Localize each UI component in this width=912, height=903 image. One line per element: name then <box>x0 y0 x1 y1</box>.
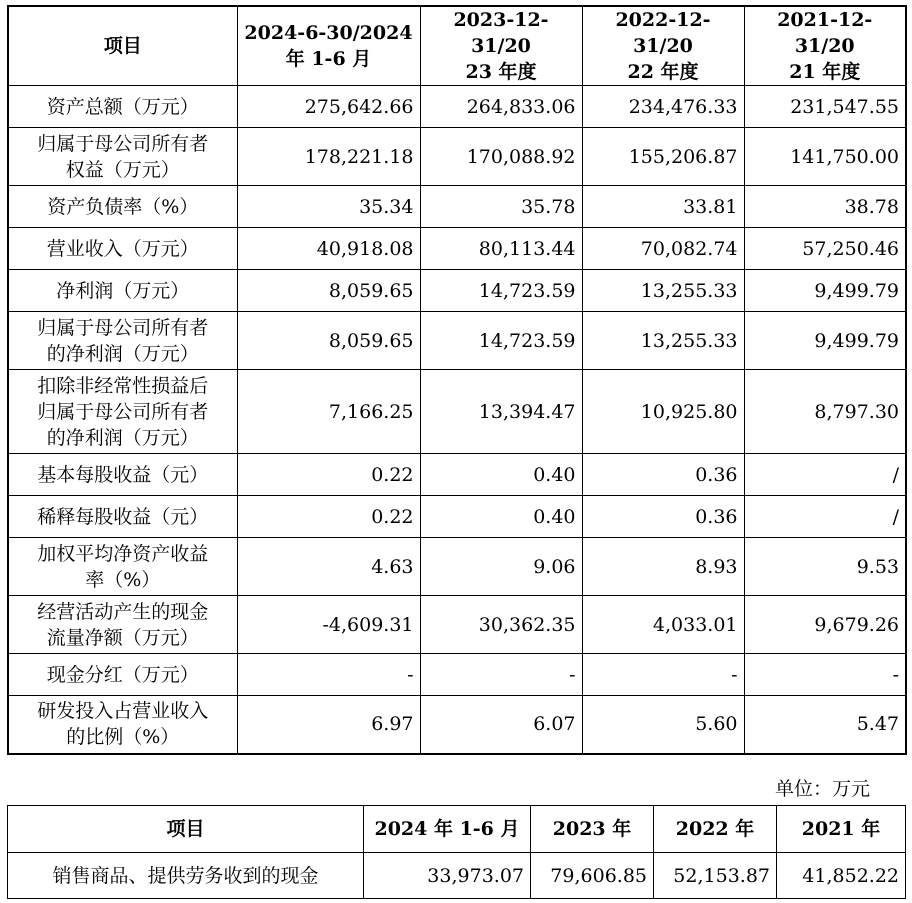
table-row <box>8 270 906 312</box>
cell-value: 9,499.79 <box>744 270 906 312</box>
table-row <box>8 228 906 270</box>
row-label: 经营活动产生的现金 流量净额（万元） <box>8 596 237 654</box>
table-row <box>8 186 906 228</box>
table-header-row <box>8 806 906 853</box>
cell-value: 170,088.92 <box>420 128 582 186</box>
cell-value: 178,221.18 <box>237 128 420 186</box>
cell-value: 0.40 <box>420 454 582 496</box>
cell-value: / <box>744 454 906 496</box>
header-2021: 2021 年 <box>777 806 906 853</box>
table-row <box>8 370 906 454</box>
cell-value: 9.53 <box>744 538 906 596</box>
cell-value: 234,476.33 <box>582 86 744 128</box>
unit-label: 单位：万元 <box>775 778 871 800</box>
table-row <box>8 853 906 899</box>
cell-value: 14,723.59 <box>420 312 582 370</box>
cell-value: 5.47 <box>744 696 906 754</box>
cell-value: 0.40 <box>420 496 582 538</box>
row-label: 营业收入（万元） <box>8 228 237 270</box>
table-header-row <box>8 6 906 86</box>
cell-value: 6.97 <box>237 696 420 754</box>
cell-value: - <box>744 654 906 696</box>
header-2022: 2022-12-31/20 22 年度 <box>582 6 744 86</box>
table-row <box>8 496 906 538</box>
row-label: 加权平均净资产收益 率（%） <box>8 538 237 596</box>
header-2021: 2021-12-31/20 21 年度 <box>744 6 906 86</box>
cell-value: 8,059.65 <box>237 270 420 312</box>
cell-value: 9,499.79 <box>744 312 906 370</box>
cell-value: 33.81 <box>582 186 744 228</box>
cell-value: 79,606.85 <box>531 853 654 899</box>
row-label: 资产总额（万元） <box>8 86 237 128</box>
header-2022: 2022 年 <box>654 806 777 853</box>
cell-value: 0.36 <box>582 496 744 538</box>
row-label: 资产负债率（%） <box>8 186 237 228</box>
header-2023: 2023 年 <box>531 806 654 853</box>
cell-value: 0.36 <box>582 454 744 496</box>
row-label: 销售商品、提供劳务收到的现金 <box>8 853 364 899</box>
cell-value: 5.60 <box>582 696 744 754</box>
cell-value: 38.78 <box>744 186 906 228</box>
table-row <box>8 86 906 128</box>
cell-value: 264,833.06 <box>420 86 582 128</box>
cell-value: 33,973.07 <box>364 853 531 899</box>
header-2024h1: 2024-6-30/2024 年 1-6 月 <box>237 6 420 86</box>
cell-value: 13,394.47 <box>420 370 582 454</box>
table-row <box>8 538 906 596</box>
table-row <box>8 696 906 754</box>
cell-value: 0.22 <box>237 454 420 496</box>
row-label: 净利润（万元） <box>8 270 237 312</box>
row-label: 基本每股收益（元） <box>8 454 237 496</box>
cell-value: 155,206.87 <box>582 128 744 186</box>
table-row <box>8 128 906 186</box>
cell-value: 275,642.66 <box>237 86 420 128</box>
cell-value: 231,547.55 <box>744 86 906 128</box>
cell-value: 9.06 <box>420 538 582 596</box>
row-label: 归属于母公司所有者 权益（万元） <box>8 128 237 186</box>
row-label: 归属于母公司所有者 的净利润（万元） <box>8 312 237 370</box>
table-row <box>8 454 906 496</box>
cell-value: 4,033.01 <box>582 596 744 654</box>
cell-value: / <box>744 496 906 538</box>
cash-flow-table <box>7 805 906 899</box>
cell-value: 8,059.65 <box>237 312 420 370</box>
cell-value: 141,750.00 <box>744 128 906 186</box>
cell-value: 8,797.30 <box>744 370 906 454</box>
cell-value: 13,255.33 <box>582 270 744 312</box>
table-row <box>8 312 906 370</box>
cell-value: 52,153.87 <box>654 853 777 899</box>
cell-value: 35.78 <box>420 186 582 228</box>
cell-value: 0.22 <box>237 496 420 538</box>
cell-value: 41,852.22 <box>777 853 906 899</box>
cell-value: -4,609.31 <box>237 596 420 654</box>
cell-value: 35.34 <box>237 186 420 228</box>
financial-summary-table <box>7 5 907 755</box>
row-label: 研发投入占营业收入 的比例（%） <box>8 696 237 754</box>
table-row <box>8 596 906 654</box>
header-2023: 2023-12-31/20 23 年度 <box>420 6 582 86</box>
header-item: 项目 <box>8 6 237 86</box>
cell-value: 80,113.44 <box>420 228 582 270</box>
cell-value: 40,918.08 <box>237 228 420 270</box>
cell-value: 9,679.26 <box>744 596 906 654</box>
cell-value: 70,082.74 <box>582 228 744 270</box>
header-2024h1: 2024 年 1-6 月 <box>364 806 531 853</box>
cell-value: 8.93 <box>582 538 744 596</box>
cell-value: 57,250.46 <box>744 228 906 270</box>
cell-value: - <box>582 654 744 696</box>
cell-value: 10,925.80 <box>582 370 744 454</box>
cell-value: 14,723.59 <box>420 270 582 312</box>
cell-value: 6.07 <box>420 696 582 754</box>
table-row <box>8 654 906 696</box>
row-label: 现金分红（万元） <box>8 654 237 696</box>
cell-value: - <box>420 654 582 696</box>
row-label: 稀释每股收益（元） <box>8 496 237 538</box>
header-item: 项目 <box>8 806 364 853</box>
cell-value: 7,166.25 <box>237 370 420 454</box>
cell-value: - <box>237 654 420 696</box>
cell-value: 4.63 <box>237 538 420 596</box>
cell-value: 30,362.35 <box>420 596 582 654</box>
cell-value: 13,255.33 <box>582 312 744 370</box>
row-label: 扣除非经常性损益后 归属于母公司所有者 的净利润（万元） <box>8 370 237 454</box>
